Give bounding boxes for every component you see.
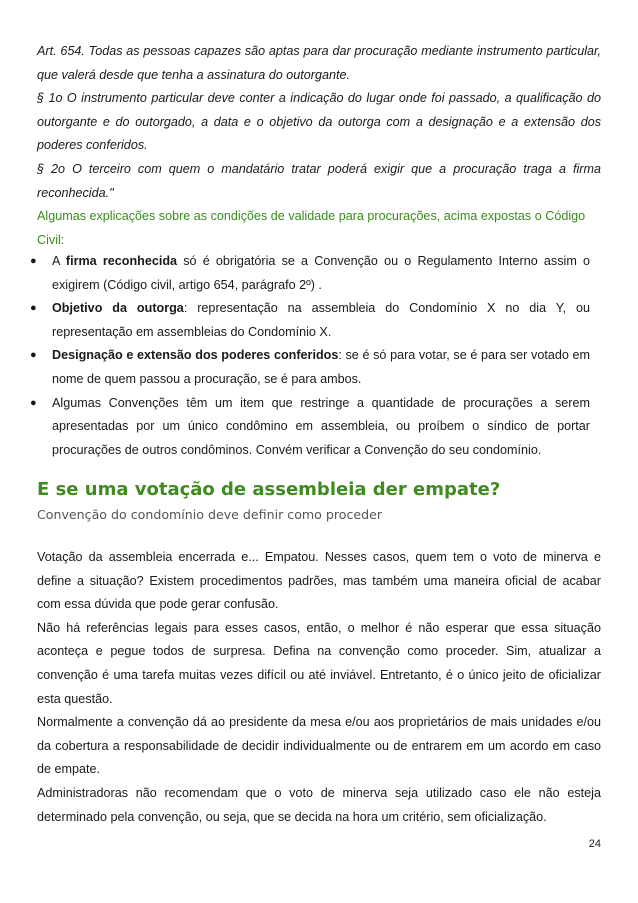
list-item: ● A firma reconhecida só é obrigatória se a Convenção ou o Regulamento Interno assim o exigirem (Código civil, artigo 654, parágrafo 2º) .	[30, 250, 590, 297]
article-paragraph-2: § 2o O terceiro com quem o mandatário tratar poderá exigir que a procuração traga a firma reconhecida."	[37, 161, 601, 200]
section-subtitle: Convenção do condomínio deve definir como proceder	[37, 507, 383, 522]
bold-term: firma reconhecida	[65, 254, 178, 268]
list-item: ● Designação e extensão dos poderes conferidos: se é só para votar, se é para ser votado em nome de quem passou a procuração, se é para ambos.	[30, 344, 590, 391]
list-item: ● Objetivo da outorga: representação na assembleia do Condomínio X no dia Y, ou representação em assembleias do Condomínio X.	[30, 297, 590, 344]
article-654: Art. 654. Todas as pessoas capazes são aptas para dar procuração mediante instrumento particular, que valerá desde que tenha a assinatura do outorgante.	[37, 44, 601, 82]
section-paragraph-4: Administradoras não recomendam que o voto de minerva seja utilizado caso ele não esteja determinado pela convenção, ou seja, que se decida na hora um critério, sem oficialização.	[37, 785, 601, 824]
section-paragraph-2: Não há referências legais para esses casos, então, o melhor é não esperar que essa situação aconteça e pegue todos de surpresa. Defina na convenção como proceder. Sim, atualizar a convenção é uma tarefa muitas vezes difícil ou até inviável. Entretanto, é o único jeito de oficializar esta questão.	[37, 620, 601, 706]
list-item: ● Algumas Convenções têm um item que restringe a quantidade de procurações a serem apresentadas por um único condômino em assembleia, ou proíbem o síndico de portar procurações de outros condôminos. Convém verificar a Convenção do seu condomínio.	[30, 392, 590, 463]
section-paragraph-3: Normalmente a convenção dá ao presidente da mesa e/ou aos proprietários de mais unidades e/ou da cobertura a responsabilidade de decidir individualmente ou de entrarem em um acordo em caso de empate.	[37, 715, 601, 777]
section-paragraph-1: Votação da assembleia encerrada e... Empatou. Nesses casos, quem tem o voto de minerva e define a situação? Existem procedimentos padrões, mas também uma maneira oficial de acabar com essa dúvida que pode gerar confusão.	[37, 550, 601, 612]
bullet-icon: ●	[30, 255, 37, 267]
section-title: E se uma votação de assembleia der empate?	[37, 479, 501, 500]
article-block	[37, 40, 601, 252]
section-body	[37, 546, 601, 829]
bullet-icon: ●	[30, 349, 37, 362]
bullet-icon: ●	[30, 302, 37, 315]
validity-conditions-list	[30, 250, 590, 462]
intro-explanation: Algumas explicações sobre as condições de validade para procurações, acima expostas o Código Civil:	[37, 209, 586, 247]
bold-term: Designação e extensão dos poderes conferidos	[52, 348, 339, 363]
bold-term: Objetivo da outorga	[52, 301, 184, 316]
bullet-icon: ●	[30, 396, 37, 409]
page-number: 24	[588, 838, 601, 850]
article-paragraph-1: § 1o O instrumento particular deve conter a indicação do lugar onde foi passado, a qualificação do outorgante e do outorgado, a data e o objetivo da outorga com a designação e a extensão dos poderes conferidos.	[37, 91, 601, 153]
